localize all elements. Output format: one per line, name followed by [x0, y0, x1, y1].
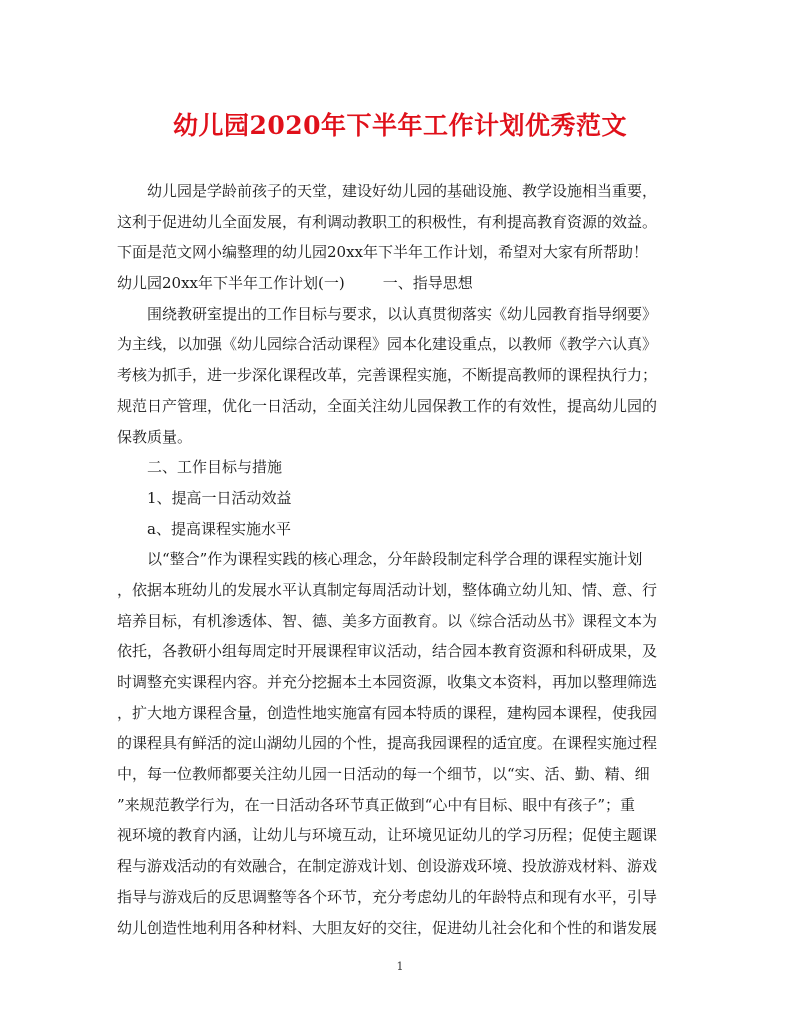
paragraph-line: 保教质量。 [117, 427, 193, 446]
paragraph-line: 考核为抓手，进一步深化课程改革，完善课程实施，不断提高教师的课程执行力； [117, 366, 658, 385]
paragraph-line [117, 268, 687, 299]
paragraph-line: 幼儿园是学龄前孩子的天堂，建设好幼儿园的基础设施、教学设施相当重要， [147, 182, 658, 200]
paragraph-line: 为主线，以加强《幼儿园综合活动课程》园本化建设重点，以教师《教学六认真》 [117, 335, 658, 354]
subsection-heading: 1、提高一日活动效益 [147, 488, 292, 507]
paragraph-line: 的课程具有鲜活的淀山湖幼儿园的个性，提高我园课程的适宜度。在课程实施过程 [117, 734, 658, 753]
page-number: 1 [396, 960, 404, 973]
paragraph-line: 时调整充实课程内容。并充分挖掘本土本园资源，收集文本资料，再加以整理筛选 [117, 673, 658, 691]
paragraph-line: 程与游戏活动的有效融合，在制定游戏计划、创设游戏环境、投放游戏材料、游戏 [117, 857, 658, 876]
paragraph-line: 依托，各教研小组每周定时开展课程审议活动，结合园本教育资源和科研成果，及 [117, 642, 658, 661]
paragraph-line: 视环境的教育内涵，让幼儿与环境互动，让环境见证幼儿的学习历程；促使主题课 [117, 826, 658, 845]
paragraph-line: ，依据本班幼儿的发展水平认真制定每周活动计划，整体确立幼儿知、情、意、行 [117, 580, 658, 599]
section-heading: 一、指导思想 [382, 274, 473, 293]
paragraph-line: ”来规范教学行为，在一日活动各环节真正做到“心中有目标、眼中有孩子”；重 [117, 795, 636, 814]
paragraph-line: 这利于促进幼儿全面发展，有利调动教职工的积极性，有利提高教育资源的效益。 [117, 212, 658, 231]
paragraph-line: 幼儿创造性地利用各种材料、大胆友好的交往，促进幼儿社会化和个性的和谐发展 [117, 918, 658, 937]
paragraph-line: 规范日产管理，优化一日活动，全面关注幼儿园保教工作的有效性，提高幼儿园的 [117, 396, 658, 415]
paragraph-line: 下面是范文网小编整理的幼儿园20xx年下半年工作计划，希望对大家有所帮助！ [117, 243, 649, 262]
paragraph-line: 指导与游戏后的反思调整等各个环节，充分考虑幼儿的年龄特点和现有水平，引导 [117, 887, 658, 906]
document-body [117, 176, 687, 943]
paragraph-line: 围绕教研室提出的工作目标与要求，以认真贯彻落实《幼儿园教育指导纲要》 [147, 304, 658, 323]
paragraph-line: ，扩大地方课程含量，创造性地实施富有园本特质的课程，建构园本课程，使我园 [117, 703, 658, 722]
subtitle-text: 幼儿园20xx年下半年工作计划(一) [117, 274, 345, 293]
subsection-heading: a、提高课程实施水平 [147, 519, 291, 538]
paragraph-line: 以“整合”作为课程实践的核心理念，分年龄段制定科学合理的课程实施计划 [147, 550, 643, 569]
paragraph-line: 培养目标，有机渗透体、智、德、美多方面教育。以《综合活动丛书》课程文本为 [117, 611, 658, 630]
document-title: 幼儿园2020年下半年工作计划优秀范文 [172, 111, 628, 140]
section-heading: 二、工作目标与措施 [147, 458, 283, 477]
paragraph-line: 中，每一位教师都要关注幼儿园一日活动的每一个细节，以“实、活、勤、精、细 [117, 765, 650, 784]
